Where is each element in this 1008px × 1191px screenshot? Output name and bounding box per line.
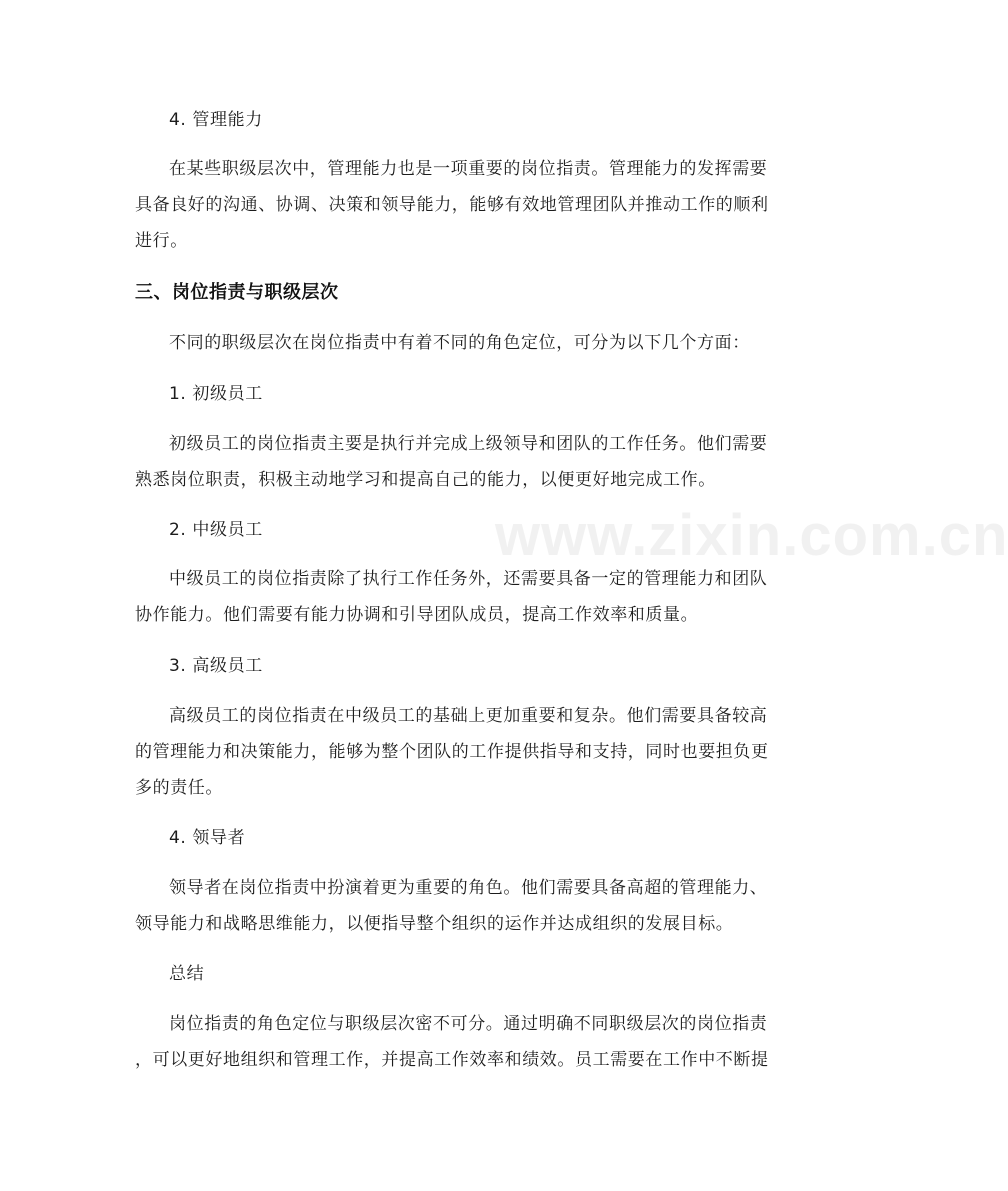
- paragraph-line: 在某些职级层次中，管理能力也是一项重要的岗位指责。管理能力的发挥需要: [169, 159, 768, 179]
- paragraph-line: 高级员工的岗位指责在中级员工的基础上更加重要和复杂。他们需要具备较高: [169, 706, 768, 726]
- paragraph-line: ，可以更好地组织和管理工作，并提高工作效率和绩效。员工需要在工作中不断提: [135, 1050, 769, 1070]
- paragraph-line: 协作能力。他们需要有能力协调和引导团队成员，提高工作效率和质量。: [135, 605, 699, 625]
- item-title-mid: 2. 中级员工: [169, 520, 263, 540]
- watermark: www.zixin.com.cn: [495, 503, 1008, 568]
- item-title-leader: 4. 领导者: [169, 828, 246, 848]
- paragraph-line: 中级员工的岗位指责除了执行工作任务外，还需要具备一定的管理能力和团队: [169, 569, 768, 589]
- paragraph-line: 进行。: [135, 231, 188, 251]
- paragraph-line: 领导者在岗位指责中扮演着更为重要的角色。他们需要具备高超的管理能力、: [169, 878, 768, 898]
- paragraph-line: 具备良好的沟通、协调、决策和领导能力，能够有效地管理团队并推动工作的顺利: [135, 195, 769, 215]
- summary-title: 总结: [169, 964, 205, 984]
- intro-paragraph: 不同的职级层次在岗位指责中有着不同的角色定位，可分为以下几个方面：: [169, 333, 750, 353]
- paragraph-line: 领导能力和战略思维能力，以便指导整个组织的运作并达成组织的发展目标。: [135, 914, 734, 934]
- paragraph-line: 多的责任。: [135, 778, 223, 798]
- item-title-junior: 1. 初级员工: [169, 384, 263, 404]
- paragraph-line: 熟悉岗位职责，积极主动地学习和提高自己的能力，以便更好地完成工作。: [135, 470, 716, 490]
- item-title-senior: 3. 高级员工: [169, 656, 263, 676]
- paragraph-line: 的管理能力和决策能力，能够为整个团队的工作提供指导和支持，同时也要担负更: [135, 742, 769, 762]
- item-title-management: 4. 管理能力: [169, 110, 263, 130]
- section-heading: 三、岗位指责与职级层次: [135, 282, 339, 303]
- paragraph-line: 初级员工的岗位指责主要是执行并完成上级领导和团队的工作任务。他们需要: [169, 434, 768, 454]
- paragraph-line: 岗位指责的角色定位与职级层次密不可分。通过明确不同职级层次的岗位指责: [169, 1014, 768, 1034]
